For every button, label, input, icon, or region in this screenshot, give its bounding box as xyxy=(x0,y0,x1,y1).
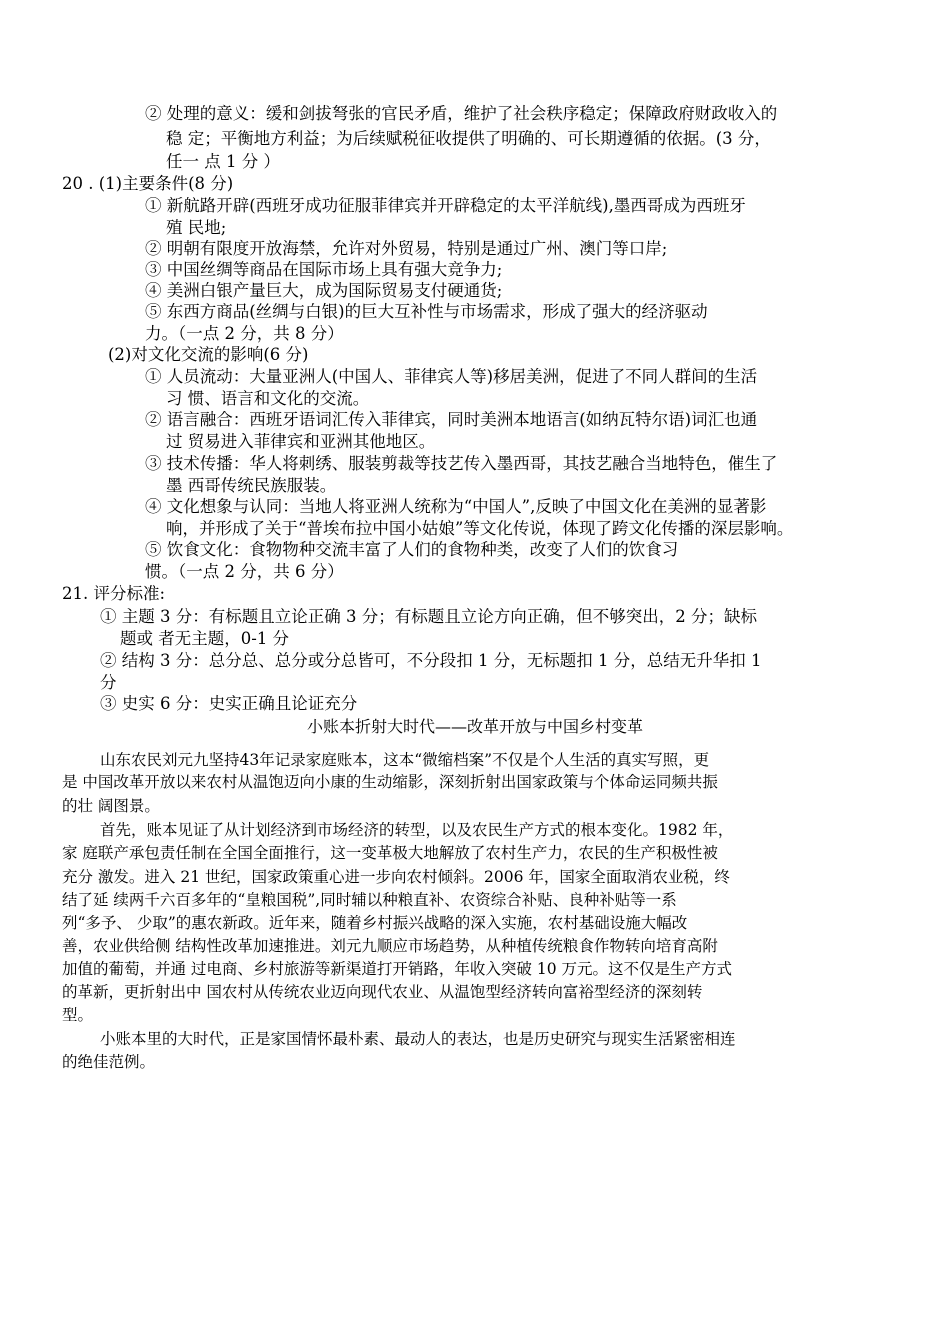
q20-condition-2: ② 明朝有限度开放海禁，允许对外贸易，特别是通过广州、澳门等口岸; xyxy=(145,239,668,258)
q20-condition-3: ③ 中国丝绸等商品在国际市场上具有强大竞争力; xyxy=(145,260,503,279)
essay-p2-line-4: 结了延 续两千六百多年的“皇粮国税”,同时辅以种粮直补、农资综合补贴、良种补贴等一系 xyxy=(62,891,677,909)
essay-p1-line-2: 是 中国改革开放以来农村从温饱迈向小康的生动缩影，深刻折射出国家政策与个体命运同频共振 xyxy=(62,773,718,791)
q20-impact-4b: 响，并形成了关于“普埃布拉中国小姑娘”等文化传说，体现了跨文化传播的深层影响。 xyxy=(166,519,794,538)
q20-condition-1a: ① 新航路开辟(西班牙成功征服菲律宾并开辟稳定的太平洋航线),墨西哥成为西班牙 xyxy=(145,196,746,215)
essay-p1-line-3: 的壮 阔图景。 xyxy=(62,797,160,815)
essay-p2-line-1: 首先，账本见证了从计划经济到市场经济的转型，以及农民生产方式的根本变化。1982 年， xyxy=(100,821,734,839)
q20-impact-5b: 惯。（一点 2 分，共 6 分） xyxy=(145,562,344,581)
essay-p2-line-8: 的革新，更折射出中 国农村从传统农业迈向现代农业、从温饱型经济转向富裕型经济的深刻转 xyxy=(62,983,703,1001)
q20-impact-2b: 过 贸易进入菲律宾和亚洲其他地区。 xyxy=(166,432,436,451)
essay-p2-line-9: 型。 xyxy=(62,1006,94,1024)
q21-standard-3: ③ 史实 6 分：史实正确且论证充分 xyxy=(100,694,358,713)
q20-condition-4: ④ 美洲白银产量巨大，成为国际贸易支付硬通货; xyxy=(145,281,503,300)
essay-p1-line-1: 山东农民刘元九坚持43年记录家庭账本，这本“微缩档案”不仅是个人生活的真实写照，更 xyxy=(100,751,710,769)
essay-p2-line-3: 充分 激发。进入 21 世纪，国家政策重心进一步向农村倾斜。2006 年，国家全面取消农业税，终 xyxy=(62,868,730,886)
essay-p2-line-6: 善，农业供给侧 结构性改革加速推进。刘元九顺应市场趋势，从种植传统粮食作物转向培育高附 xyxy=(62,937,718,955)
q20-condition-5a: ⑤ 东西方商品(丝绸与白银)的巨大互补性与市场需求，形成了强大的经济驱动 xyxy=(145,302,708,321)
q21-standard-2a: ② 结构 3 分：总分总、总分或分总皆可，不分段扣 1 分，无标题扣 1 分，总结无升华扣 1 xyxy=(100,651,762,670)
q20-impact-1b: 习 惯、语言和文化的交流。 xyxy=(166,389,370,408)
q19-meaning-line-2: 稳 定；平衡地方利益；为后续赋税征收提供了明确的、可长期遵循的依据。(3 分， xyxy=(166,129,771,148)
q20-sub2-heading: (2)对文化交流的影响(6 分) xyxy=(108,345,309,364)
q20-impact-1a: ① 人员流动：大量亚洲人(中国人、菲律宾人等)移居美洲，促进了不同人群间的生活 xyxy=(145,367,758,386)
essay-p3-line-2: 的绝佳范例。 xyxy=(62,1053,156,1071)
q20-impact-4a: ④ 文化想象与认同：当地人将亚洲人统称为“中国人”,反映了中国文化在美洲的显著影 xyxy=(145,497,767,516)
essay-p2-line-7: 加值的葡萄，并通 过电商、乡村旅游等新渠道打开销路，年收入突破 10 万元。这不仅是生产方式 xyxy=(62,960,733,978)
essay-p3-line-1: 小账本里的大时代，正是家国情怀最朴素、最动人的表达，也是历史研究与现实生活紧密相连 xyxy=(100,1030,736,1048)
q19-meaning-line-3: 任一 点 1 分 ） xyxy=(166,152,280,171)
q21-heading: 21. 评分标准: xyxy=(62,584,166,603)
essay-title: 小账本折射大时代——改革开放与中国乡村变革 xyxy=(306,717,643,736)
q20-impact-3b: 墨 西哥传统民族服装。 xyxy=(166,476,337,495)
q21-standard-1b: 题或 者无主题，0-1 分 xyxy=(120,629,290,648)
q20-impact-2a: ② 语言融合：西班牙语词汇传入菲律宾，同时美洲本地语言(如纳瓦特尔语)词汇也通 xyxy=(145,410,758,429)
q20-impact-3a: ③ 技术传播：华人将刺绣、服装剪裁等技艺传入墨西哥，其技艺融合当地特色，催生了 xyxy=(145,454,778,473)
q21-standard-1a: ① 主题 3 分：有标题且立论正确 3 分；有标题且立论方向正确，但不够突出，2 分；缺标 xyxy=(100,607,757,626)
q20-condition-1b: 殖 民地; xyxy=(166,218,227,237)
essay-p2-line-2: 家 庭联产承包责任制在全国全面推行，这一变革极大地解放了农村生产力，农民的生产积极性被 xyxy=(62,844,718,862)
q20-condition-5b: 力。（一点 2 分，共 8 分） xyxy=(145,324,344,343)
essay-p2-line-5: 列“多予、 少取”的惠农新政。近年来，随着乡村振兴战略的深入实施，农村基础设施大幅改 xyxy=(62,914,688,932)
q19-meaning-line-1: ② 处理的意义：缓和剑拔弩张的官民矛盾，维护了社会秩序稳定；保障政府财政收入的 xyxy=(145,104,778,123)
q20-impact-5a: ⑤ 饮食文化：食物物种交流丰富了人们的食物种类，改变了人们的饮食习 xyxy=(145,540,679,559)
q21-standard-2b: 分 xyxy=(100,673,117,692)
q20-heading: 20 . (1)主要条件(8 分) xyxy=(62,174,234,193)
